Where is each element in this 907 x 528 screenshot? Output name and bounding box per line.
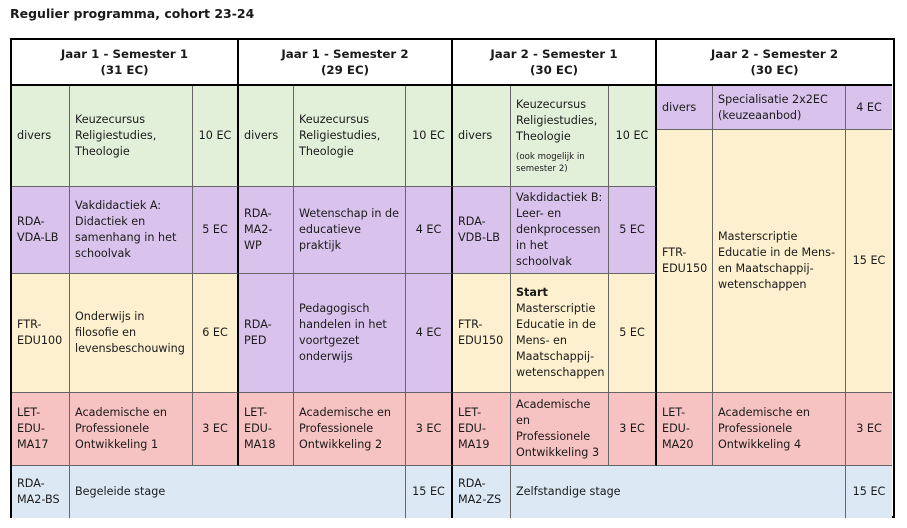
course-ec: 10 EC [609, 86, 657, 187]
stage-name: Begeleide stage [70, 466, 406, 518]
course-code: divers [12, 86, 70, 187]
course-name: Pedagogisch handelen in het voortgezet onderwijs [294, 274, 406, 393]
header-label: Jaar 1 - Semester 2 [281, 47, 409, 61]
course-ec: 3 EC [609, 393, 657, 466]
header-label: Jaar 2 - Semester 1 [490, 47, 618, 61]
course-code: FTR-EDU150 [453, 274, 511, 393]
course-ec: 3 EC [406, 393, 453, 466]
course-ec: 15 EC [846, 130, 892, 393]
course-name-cell [511, 86, 609, 187]
course-name: Vakdidactiek A: Didactiek en samenhang in het schoolvak [70, 187, 193, 274]
course-code: LET-EDU-MA19 [453, 393, 511, 466]
header-j2s2 [657, 40, 892, 86]
course-ec: 3 EC [193, 393, 239, 466]
course-code: FTR-EDU150 [657, 130, 713, 393]
stage-name: Zelfstandige stage [511, 466, 846, 518]
course-name: Specialisatie 2x2EC (keuzeaanbod) [713, 86, 846, 130]
course-name: Masterscriptie Educatie in de Mens- en Maatschappij-wetenschappen [713, 130, 846, 393]
course-code: RDA-VDB-LB [453, 187, 511, 274]
course-name-cell [511, 274, 609, 393]
course-ec: 5 EC [609, 187, 657, 274]
header-j1s1 [12, 40, 239, 86]
header-label: Jaar 1 - Semester 1 [60, 47, 189, 61]
header-ec: (29 EC) [320, 63, 370, 77]
course-ec: 4 EC [406, 187, 453, 274]
stage-ec: 15 EC [406, 466, 453, 518]
course-code: LET-EDU-MA17 [12, 393, 70, 466]
course-ec: 4 EC [406, 274, 453, 393]
header-ec: (30 EC) [529, 63, 579, 77]
stage-code: RDA-MA2-BS [12, 466, 70, 518]
course-name: Academische en Professionele Ontwikkeling 3 [511, 393, 609, 466]
header-j1s2 [239, 40, 453, 86]
page-title: Regulier programma, cohort 23-24 [10, 6, 255, 21]
stage-code: RDA-MA2-ZS [453, 466, 511, 518]
course-ec: 3 EC [846, 393, 892, 466]
header-ec: (30 EC) [750, 63, 799, 77]
course-name: Academische en Professionele Ontwikkeling 2 [294, 393, 406, 466]
course-code: divers [453, 86, 511, 187]
course-name: Vakdidactiek B: Leer- en denkprocessen in het schoolvak [511, 187, 609, 274]
course-code: RDA-MA2-WP [239, 187, 294, 274]
course-ec: 6 EC [193, 274, 239, 393]
course-ec: 10 EC [406, 86, 453, 187]
header-ec: (31 EC) [100, 63, 149, 77]
course-name: Wetenschap in de educatieve praktijk [294, 187, 406, 274]
header-j2s1 [453, 40, 657, 86]
course-ec: 5 EC [609, 274, 657, 393]
stage-ec: 15 EC [846, 466, 892, 518]
course-code: RDA-PED [239, 274, 294, 393]
course-code: divers [239, 86, 294, 187]
program-table [10, 38, 895, 518]
course-name: Academische en Professionele Ontwikkeling 4 [713, 393, 846, 466]
course-name: Keuzecursus Religiestudies, Theologie [516, 98, 598, 143]
course-note: (ook mogelijk in semester 2) [516, 152, 585, 174]
course-name: Keuzecursus Religiestudies, Theologie [294, 86, 406, 187]
course-code: RDA-VDA-LB [12, 187, 70, 274]
course-ec: 10 EC [193, 86, 239, 187]
start-label: Start [516, 286, 548, 299]
course-name: Academische en Professionele Ontwikkeling 1 [70, 393, 193, 466]
header-label: Jaar 2 - Semester 2 [710, 47, 839, 61]
course-ec: 5 EC [193, 187, 239, 274]
course-ec: 4 EC [846, 86, 892, 130]
course-code: FTR-EDU100 [12, 274, 70, 393]
course-code: divers [657, 86, 713, 130]
course-name: Keuzecursus Religiestudies, Theologie [70, 86, 193, 187]
course-name: Onderwijs in filosofie en levensbeschouwing [70, 274, 193, 393]
course-name: Masterscriptie Educatie in de Mens- en Maatschappij-wetenschappen [516, 302, 605, 379]
course-code: LET-EDU-MA18 [239, 393, 294, 466]
course-code: LET-EDU-MA20 [657, 393, 713, 466]
